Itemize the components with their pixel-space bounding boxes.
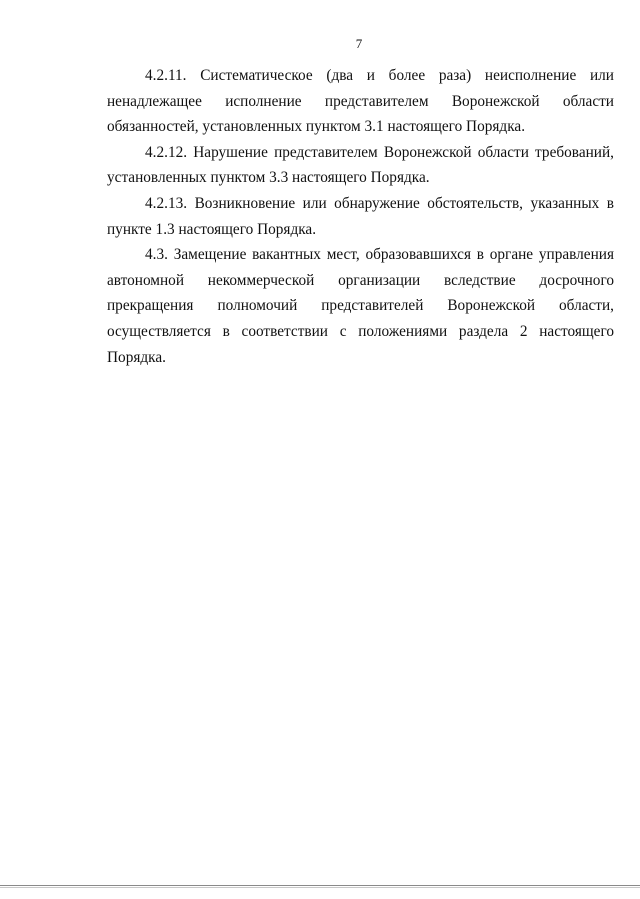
page-number: 7 [355,36,363,51]
paragraph-4-2-12: 4.2.12. Нарушение представителем Воронежской области требований, установленных пунктом 3.3 настоящего Порядка. [107,143,614,187]
scan-bottom-edge-shadow [0,887,640,888]
paragraph-4-2-13: 4.2.13. Возникновение или обнаружение обстоятельств, указанных в пункте 1.3 настоящего Порядка. [107,194,614,238]
paragraph-4-2-11: 4.2.11. Систематическое (два и более раза) неисполнение или ненадлежащее исполнение представителем Воронежской области обязанностей, установленных пунктом 3.1 настоящего Порядка. [107,67,614,136]
document-body [107,63,614,370]
paragraph-4-3: 4.3. Замещение вакантных мест, образовавшихся в органе управления автономной некоммерческой организации вследствие досрочного прекращения полномочий представителей Воронежской области, осуществляется в соответствии с положениями раздела 2 настоящего Порядка. [107,246,614,366]
scan-bottom-edge [0,885,640,886]
